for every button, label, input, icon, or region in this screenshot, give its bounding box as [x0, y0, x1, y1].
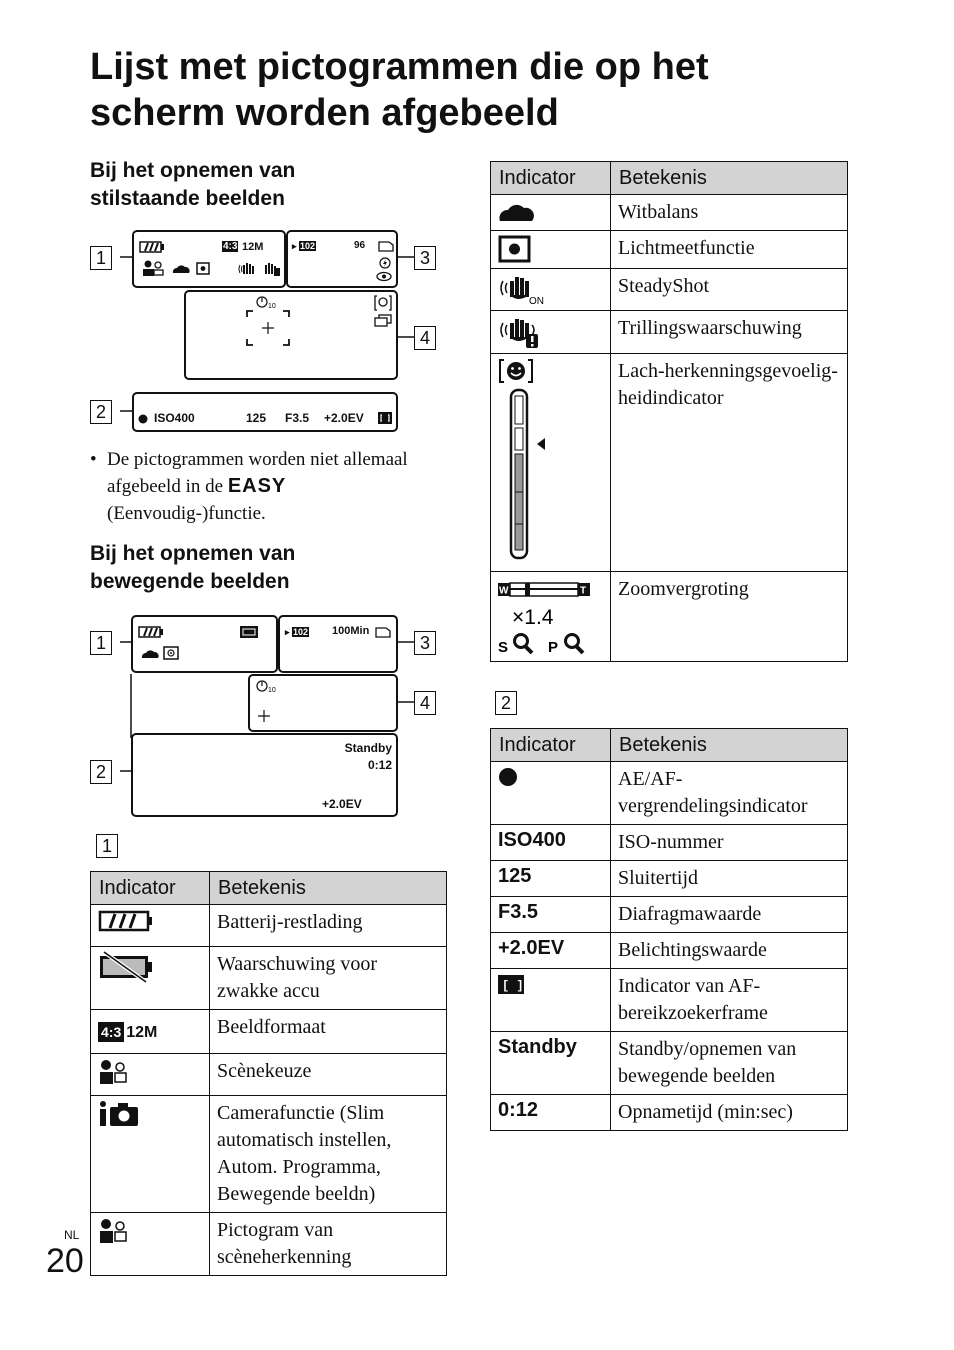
af-range-icon	[378, 412, 392, 424]
col-meaning: Betekenis	[611, 729, 848, 762]
table-1-continued	[490, 161, 848, 662]
callout-1: 1	[90, 246, 112, 270]
indicator-cell	[491, 195, 611, 231]
note-suffix: (Eenvoudig-)functie.	[107, 503, 266, 524]
zoom-w-label: W	[499, 585, 509, 597]
table1-label: 1	[96, 834, 118, 858]
image-size-label: 12M	[126, 1024, 158, 1041]
steadyshot-on-label: ON	[529, 296, 544, 305]
still-shutter: 125	[246, 411, 267, 425]
battery-icon	[139, 241, 165, 253]
eye-icon	[376, 271, 392, 282]
still-zone-4	[184, 290, 398, 380]
indicator-cell	[91, 947, 210, 1010]
meaning-cell: Sluitertijd	[611, 861, 848, 897]
battery-icon	[98, 909, 154, 933]
drive-mode-icon	[374, 314, 392, 328]
white-balance-icon	[498, 199, 534, 223]
movie-self-timer-icon	[256, 679, 276, 693]
af-range-bracket: [ ]	[502, 979, 524, 993]
svg-text:10: 10	[268, 303, 276, 309]
callout-2: 2	[90, 400, 112, 424]
meaning-cell: Indicator van AF-bereikzoekerframe	[611, 969, 848, 1032]
folder-number: 102	[300, 241, 316, 251]
note-bullet: •	[90, 449, 97, 470]
indicator-cell	[91, 905, 210, 947]
scene-recognition-icon	[98, 1217, 130, 1245]
meaning-cell: Diafragmawaarde	[611, 897, 848, 933]
col-meaning: Betekenis	[611, 162, 848, 195]
indicator-cell	[91, 1096, 210, 1213]
table-row	[91, 1054, 447, 1096]
zoom-factor: ×1.4	[512, 606, 554, 629]
movie-af-cross-icon	[256, 708, 272, 724]
smile-sensitivity-icon	[498, 358, 558, 564]
table2-label: 2	[495, 691, 517, 715]
table-row	[491, 969, 848, 1032]
movie-callout-2: 2	[90, 760, 112, 784]
indicator-cell: ISO400	[491, 825, 611, 861]
image-size: 12M	[242, 241, 264, 253]
movie-zone-1	[131, 615, 278, 673]
col-indicator: Indicator	[491, 162, 611, 195]
meaning-cell: Scènekeuze	[210, 1054, 447, 1096]
zoom-t-label: T	[580, 585, 587, 597]
meaning-cell: Pictogram van scèneherkenning	[210, 1213, 447, 1276]
steadyshot-icon	[498, 273, 548, 305]
movie-zone-2	[131, 733, 398, 817]
table-row	[491, 825, 848, 861]
table-row	[491, 762, 848, 825]
flash-icon	[378, 257, 392, 269]
callout-3: 3	[414, 246, 436, 270]
movie-folder-icon: ▸	[285, 627, 290, 637]
indicator-cell	[491, 762, 611, 825]
meaning-cell: Trillingswaarschuwing	[611, 311, 848, 354]
table-row	[491, 1095, 848, 1131]
meaning-cell: Zoomvergroting	[611, 572, 848, 662]
indicator-cell	[491, 572, 611, 662]
meaning-cell: Witbalans	[611, 195, 848, 231]
scene-selection-icon	[98, 1058, 130, 1086]
table-row	[491, 933, 848, 969]
section-heading-still: Bij het opnemen van stilstaande beelden	[90, 159, 296, 210]
movie-callout-3: 3	[414, 631, 436, 655]
indicator-cell	[491, 311, 611, 354]
col-indicator: Indicator	[91, 872, 210, 905]
meaning-cell: AE/AF-vergrendelingsindicator	[611, 762, 848, 825]
zoom-scale-icon	[498, 576, 598, 656]
indicator-cell	[491, 969, 611, 1032]
meaning-cell: Camerafunctie (Slim automatisch instellen, Autom. Programma, Bewegende beeldn)	[210, 1096, 447, 1213]
meaning-cell: Batterij-restlading	[210, 905, 447, 947]
shake-warning-icon	[498, 315, 548, 349]
movie-metering-icon	[163, 646, 179, 660]
movie-zone-4	[248, 674, 398, 732]
indicator-cell	[91, 1010, 210, 1054]
still-zone-1	[132, 230, 286, 288]
table-row	[491, 231, 848, 269]
page-language: NL	[64, 1228, 80, 1242]
indicator-cell: Standby	[491, 1032, 611, 1095]
scene-person-icon	[142, 260, 164, 276]
meaning-cell: Lichtmeetfunctie	[611, 231, 848, 269]
movie-zone-3	[278, 615, 398, 673]
table-row	[91, 947, 447, 1010]
movie-status: Standby	[344, 741, 392, 755]
still-ev: +2.0EV	[324, 411, 364, 425]
low-battery-icon	[98, 951, 154, 983]
table-row	[91, 1096, 447, 1213]
table-row	[491, 354, 848, 572]
meaning-cell: Opnametijd (min:sec)	[611, 1095, 848, 1131]
movie-wb-icon	[141, 648, 159, 659]
intelligent-auto-icon	[98, 1100, 142, 1128]
meaning-cell: Belichtingswaarde	[611, 933, 848, 969]
table-row	[91, 1213, 447, 1276]
meaning-cell: Lach-herkenningsgevoelig-heidindicator	[611, 354, 848, 572]
indicator-cell: F3.5	[491, 897, 611, 933]
af-range-finder-icon	[498, 973, 524, 995]
still-iso: ISO400	[154, 411, 195, 425]
col-meaning: Betekenis	[210, 872, 447, 905]
indicator-cell	[91, 1054, 210, 1096]
easy-mode-label: EASY	[227, 475, 287, 497]
table-1	[90, 871, 447, 1276]
table-2	[490, 728, 848, 1131]
folder-icon: ▸	[292, 241, 297, 251]
page-number: 20	[46, 1242, 84, 1280]
ae-af-lock-icon	[498, 766, 520, 788]
movie-battery-icon	[138, 626, 164, 638]
table-header	[491, 162, 848, 195]
table-row	[491, 1032, 848, 1095]
indicator-cell: 0:12	[491, 1095, 611, 1131]
table-row	[491, 195, 848, 231]
indicator-cell	[91, 1213, 210, 1276]
callout-4: 4	[414, 326, 436, 350]
indicator-cell: 125	[491, 861, 611, 897]
page-title: Lijst met pictogrammen die op het scherm worden afgebeeld	[90, 46, 709, 134]
svg-text:10: 10	[268, 687, 276, 693]
movie-ev: +2.0EV	[322, 797, 362, 811]
indicator-cell: +2.0EV	[491, 933, 611, 969]
remaining-count: 96	[354, 240, 366, 251]
table-row	[491, 311, 848, 354]
metering-icon	[196, 262, 210, 275]
table-row	[91, 905, 447, 947]
movie-mode-icon	[240, 626, 258, 638]
format-badge: 4:3	[98, 1022, 124, 1042]
self-timer-icon	[256, 295, 276, 309]
ae-af-lock-icon	[138, 414, 148, 424]
zoom-s-label: S	[498, 639, 509, 656]
table-row	[491, 861, 848, 897]
movie-callout-1: 1	[90, 631, 112, 655]
indicator-cell	[491, 231, 611, 269]
meaning-cell: Standby/opnemen van bewegende beelden	[611, 1032, 848, 1095]
steadyshot-icons	[238, 260, 282, 276]
af-frame-icon	[244, 308, 292, 348]
still-zone-2	[132, 392, 398, 432]
format-badge: 4:3	[223, 241, 238, 252]
meaning-cell: SteadyShot	[611, 269, 848, 311]
memory-card-icon	[378, 241, 394, 252]
note-text: De pictogrammen worden niet allemaal afgebeeld in de	[107, 449, 408, 497]
metering-mode-icon	[498, 235, 532, 263]
still-zone-3	[286, 230, 398, 288]
movie-callout-4: 4	[414, 691, 436, 715]
movie-folder-number: 102	[293, 627, 309, 637]
indicator-cell	[491, 269, 611, 311]
table-row	[91, 1010, 447, 1054]
table-header	[491, 729, 848, 762]
meaning-cell: Beeldformaat	[210, 1010, 447, 1054]
movie-time: 0:12	[367, 758, 392, 772]
indicator-cell	[491, 354, 611, 572]
white-balance-icon	[172, 263, 190, 274]
meaning-cell: ISO-nummer	[611, 825, 848, 861]
table-header	[91, 872, 447, 905]
meaning-cell: Waarschuwing voor zwakke accu	[210, 947, 447, 1010]
movie-remaining: 100Min	[332, 625, 370, 637]
zoom-p-label: P	[548, 639, 559, 656]
movie-card-icon	[375, 627, 391, 638]
smile-shutter-icon	[374, 295, 392, 311]
table-row	[491, 897, 848, 933]
section-heading-movie: Bij het opnemen van bewegende beelden	[90, 542, 296, 593]
easy-mode-note	[90, 446, 410, 527]
table-row	[491, 269, 848, 311]
still-aperture: F3.5	[285, 411, 310, 425]
col-indicator: Indicator	[491, 729, 611, 762]
table-row	[491, 572, 848, 662]
